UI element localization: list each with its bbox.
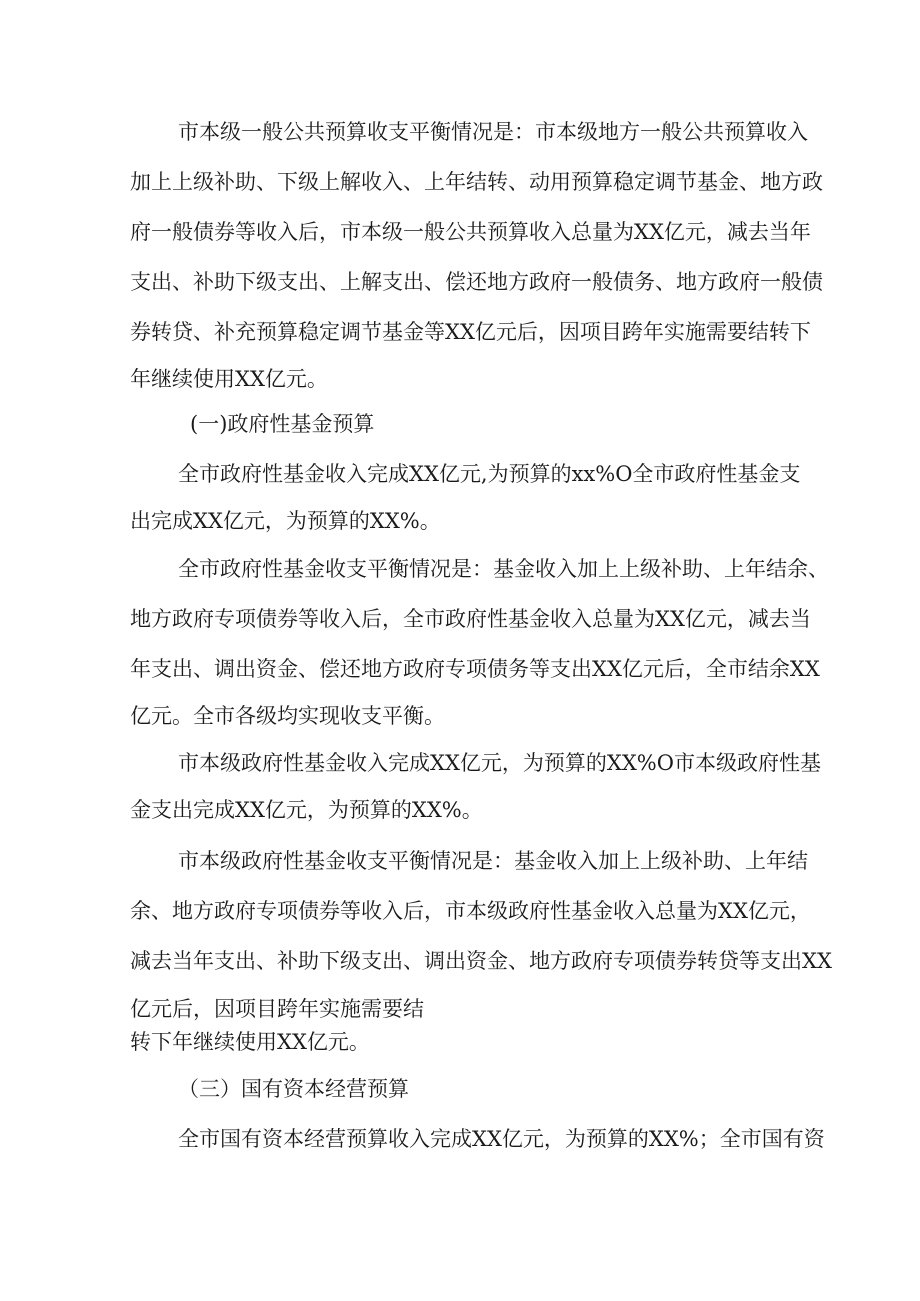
paragraph-line: 年继续使用XX亿元。 <box>130 367 328 391</box>
paragraph-line: 出完成XX亿元，为预算的XX%。 <box>130 509 441 533</box>
paragraph-line: 全市国有资本经营预算收入完成XX亿元，为预算的XX%；全市国有资 <box>178 1127 825 1151</box>
paragraph-line: 市本级政府性基金收支平衡情况是：基金收入加上上级补助、上年结 <box>178 849 808 873</box>
section-heading: （三）国有资本经营预算 <box>178 1077 409 1101</box>
section-heading: (一)政府性基金预算 <box>190 412 375 436</box>
paragraph-line: 年支出、调出资金、偿还地方政府专项债务等支出XX亿元后，全市结余XX <box>130 657 820 681</box>
paragraph-line: 转下年继续使用XX亿元。 <box>130 1030 370 1054</box>
paragraph-line: 地方政府专项债券等收入后，全市政府性基金收入总量为XX亿元，减去当 <box>130 607 811 631</box>
paragraph-line: 亿元。全市各级均实现收支平衡。 <box>130 704 445 728</box>
paragraph-line: 金支出完成XX亿元，为预算的XX%。 <box>130 798 483 822</box>
paragraph-line: 加上上级补助、下级上解收入、上年结转、动用预算稳定调节基金、地方政 <box>130 170 823 194</box>
paragraph-line: 亿元后，因项目跨年实施需要结 <box>130 997 424 1021</box>
paragraph-line: 券转贷、补充预算稳定调节基金等XX亿元后，因项目跨年实施需要结转下 <box>130 320 811 344</box>
paragraph-line: 府一般债券等收入后，市本级一般公共预算收入总量为XX亿元，减去当年 <box>130 220 811 244</box>
paragraph-line: 市本级政府性基金收入完成XX亿元，为预算的XX%O市本级政府性基 <box>178 751 821 775</box>
paragraph-line: 市本级一般公共预算收支平衡情况是：市本级地方一般公共预算收入 <box>178 120 808 144</box>
paragraph-line: 支出、补助下级支出、上解支出、偿还地方政府一般债务、地方政府一般债 <box>130 270 823 294</box>
paragraph-line: 余、地方政府专项债券等收入后，市本级政府性基金收入总量为XX亿元， <box>130 899 811 923</box>
paragraph-line: 减去当年支出、补助下级支出、调出资金、地方政府专项债券转贷等支出XX <box>130 949 832 973</box>
paragraph-line: 全市政府性基金收入完成XX亿元,为预算的xx%O全市政府性基金支 <box>178 462 801 486</box>
paragraph-line: 全市政府性基金收支平衡情况是：基金收入加上上级补助、上年结余、 <box>178 557 829 581</box>
